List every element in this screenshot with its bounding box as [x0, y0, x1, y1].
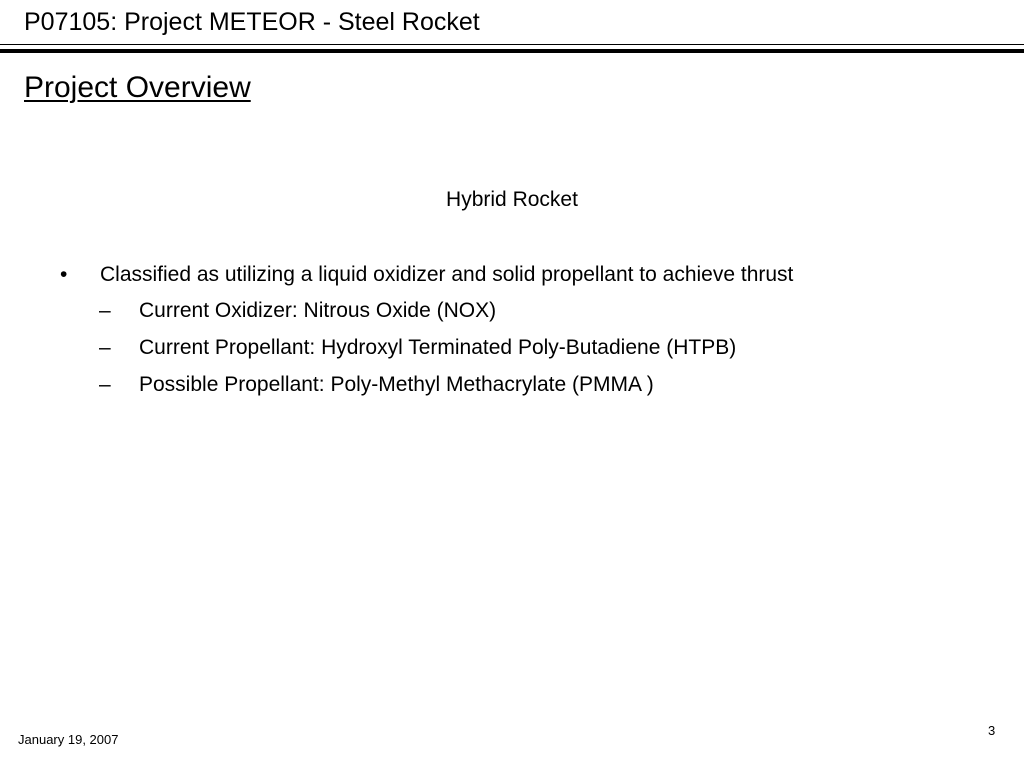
slide-subtitle: Hybrid Rocket [446, 188, 578, 211]
header-rule-thin [0, 44, 1024, 45]
footer-date: January 19, 2007 [18, 732, 119, 747]
sub-bullet-text: Current Oxidizer: Nitrous Oxide (NOX) [139, 299, 497, 322]
dash-marker: – [99, 299, 111, 322]
bullet-text: Classified as utilizing a liquid oxidizer and solid propellant to achieve thrust [100, 263, 794, 286]
dash-marker: – [99, 373, 111, 396]
presentation-title: P07105: Project METEOR - Steel Rocket [24, 8, 480, 36]
page-number: 3 [988, 723, 996, 738]
bullet-marker: • [60, 263, 68, 286]
sub-bullet-text: Possible Propellant: Poly-Methyl Methacrylate (PMMA ) [139, 373, 654, 396]
sub-bullet-text: Current Propellant: Hydroxyl Terminated Poly-Butadiene (HTPB) [139, 336, 737, 359]
section-title: Project Overview [24, 71, 251, 104]
dash-marker: – [99, 336, 111, 359]
header-rule-thick [0, 49, 1024, 53]
